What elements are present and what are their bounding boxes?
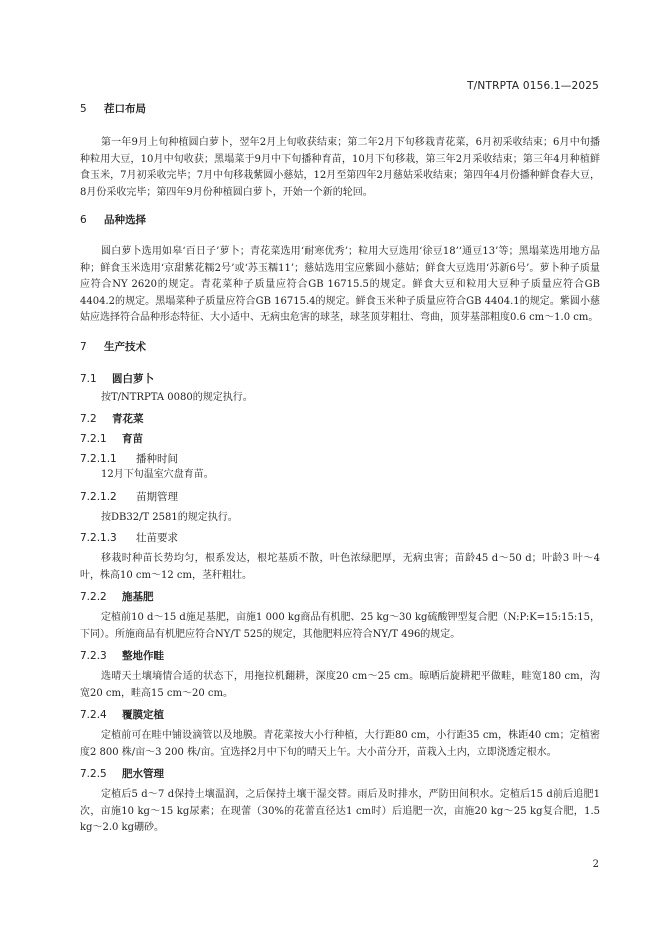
section-number: 7	[80, 340, 87, 353]
section-number: 7.2.5	[80, 768, 107, 780]
section-heading-5	[80, 102, 600, 117]
paragraph-sowing-time: 12月下旬温室穴盘育苗。	[101, 469, 214, 480]
section-heading-6	[80, 213, 600, 228]
section-title: 品种选择	[104, 214, 146, 226]
section-number: 7.2.1.1	[80, 453, 117, 465]
paragraph-radish: 按T/NTRPTA 0080的规定执行。	[101, 391, 253, 403]
paragraph-crop-rotation: 第一年9月上旬种植圆白萝卜，翌年2月上旬收获结束；第二年2月下旬移栽青花菜，6月初采收结束；6月中旬播种粒用大豆，10月中旬收获；黑塌菜于9月中下旬播种育苗，10月下旬移栽，第三年2月采收结束；第三年4月种植鲜食玉米，7月初采收完毕；7月中旬移栽紫圆小慈姑，12月至第四年2月慈姑采收结束；第四年4月份播种鲜食春大豆，8月份采收完毕；第四年9月份种植圆白萝卜，开始一个新的轮回。	[80, 137, 600, 198]
section-heading-7-2-4	[80, 708, 600, 723]
section-number: 7.2.1	[80, 433, 107, 445]
section-title: 青花菜	[112, 413, 144, 425]
section-title: 苗期管理	[136, 490, 178, 503]
paragraph-variety-selection: 圆白萝卜选用如皋‘百日子’萝卜；青花菜选用‘耐寒优秀’；粒用大豆选用‘徐豆18’‘通豆13’等；黑塌菜选用地方品种；鲜食玉米选用‘京甜紫花糯2号’或‘苏玉糯11’；慈姑选用宝应紫圆小慈姑；鲜食大豆选用‘苏新6号’。萝卜种子质量应符合NY 2620的规定。青花菜种子质量应符合GB 16715.5的规定。鲜食大豆和粒用大豆种子质量应符合GB 4404.2的规定。黑塌菜种子质量应符合GB 16715.4的规定。鲜食玉米种子质量应符合GB 4404.1的规定。紫圆小慈姑应选择符合品种形态特征、大小适中、无病虫危害的球茎，球茎顶芽粗壮、弯曲，顶芽基部粗度0.6 cm～1.0 cm。	[80, 246, 600, 323]
section-number: 7.2.1.3	[80, 532, 117, 544]
paragraph-mulch-planting: 定植前可在畦中铺设滴管以及地膜。青花菜按大小行种植，大行距80 cm，小行距35 cm，株距40 cm；定植密度2 800 株/亩～3 200 株/亩。宜选择2月中下旬的晴天上午。大小苗分开，苗栽入土内，立即浇透定根水。	[80, 730, 600, 758]
page-number: 2	[592, 859, 599, 870]
section-heading-7-2	[80, 412, 600, 427]
section-number: 7.2.1.2	[80, 490, 117, 503]
section-heading-7-1	[80, 372, 600, 387]
section-title: 整地作畦	[122, 650, 164, 662]
section-title: 生产技术	[104, 340, 146, 353]
section-heading-7-2-1-2	[80, 490, 600, 505]
section-title: 肥水管理	[122, 768, 164, 780]
section-number: 7.2.2	[80, 591, 107, 603]
section-heading-7-2-2	[80, 590, 600, 605]
section-number: 7.2	[80, 413, 97, 425]
section-title: 施基肥	[122, 591, 154, 603]
section-title: 覆膜定植	[122, 709, 164, 721]
section-title: 茬口布局	[104, 103, 146, 115]
section-heading-7-2-5	[80, 767, 600, 782]
section-number: 7.2.4	[80, 709, 107, 721]
section-number: 6	[80, 214, 87, 226]
section-heading-7-2-3	[80, 649, 600, 664]
paragraph-seedling-requirements: 移栽时种苗长势均匀，根系发达，根坨基质不散，叶色浓绿肥厚，无病虫害；苗龄45 d～50 d；叶龄3 叶～4 叶，株高10 cm～12 cm，茎秆粗壮。	[80, 553, 600, 581]
paragraph-fertilizer-water: 定植后5 d～7 d保持土壤温润，之后保持土壤干湿交替。雨后及时排水，严防田间积水。定植后15 d前后追肥1次，亩施10 kg～15 kg尿素；在现蕾（30%的花蕾直径达1 cm时）后追肥一次，亩施20 kg～25 kg复合肥，1.5 kg～2.0 kg硼砂。	[80, 789, 600, 833]
section-heading-7	[80, 340, 600, 355]
document-body	[80, 102, 600, 837]
section-heading-7-2-1-1	[80, 452, 600, 467]
section-number: 7.1	[80, 372, 97, 385]
section-title: 壮苗要求	[136, 532, 178, 544]
section-title: 育苗	[122, 433, 143, 445]
section-heading-7-2-1	[80, 432, 600, 447]
section-title: 播种时间	[136, 453, 178, 465]
paragraph-base-fertilizer: 定植前10 d～15 d施足基肥，亩施1 000 kg商品有机肥、25 kg～30 kg硫酸钾型复合肥（N:P:K=15:15:15，下同）。所施商品有机肥应符合NY/T 525的规定，其他肥料应符合NY/T 496的规定。	[80, 612, 600, 640]
paragraph-seedling-management: 按DB32/T 2581的规定执行。	[101, 511, 238, 523]
section-heading-7-2-1-3	[80, 531, 600, 546]
section-number: 5	[80, 103, 87, 115]
section-title: 圆白萝卜	[112, 372, 154, 385]
section-number: 7.2.3	[80, 650, 107, 662]
paragraph-land-preparation: 选晴天土壤墒情合适的状态下，用拖拉机翻耕，深度20 cm～25 cm。晾晒后旋耕耙平做畦，畦宽180 cm，沟宽20 cm，畦高15 cm～20 cm。	[80, 671, 600, 699]
document-code: T/NTRPTA 0156.1—2025	[467, 80, 599, 92]
